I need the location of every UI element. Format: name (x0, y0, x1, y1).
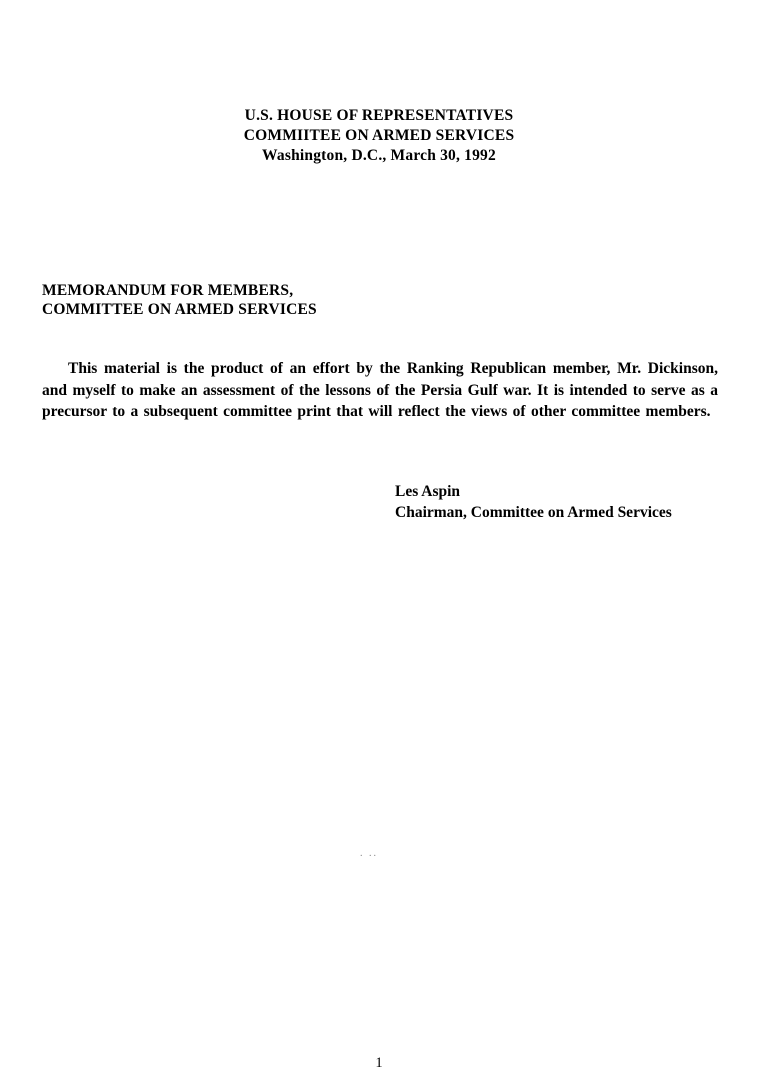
letterhead-organization: U.S. HOUSE OF REPRESENTATIVES (244, 107, 514, 124)
signature-block (395, 481, 672, 523)
scan-artifact: . .. (360, 848, 378, 859)
signature-name: Les Aspin (395, 483, 461, 500)
body-paragraph: This material is the product of an effort by the Ranking Republican member, Mr. Dickinson, and myself to make an assessment of the lessons of the Persia Gulf war. It is intended to serve as a precursor to a subsequent committee print that will reflect the views of other committee members. (42, 360, 718, 420)
memo-heading (42, 281, 317, 319)
document-letterhead (0, 106, 758, 166)
page-number: 1 (375, 1055, 383, 1071)
letterhead-dateline: Washington, D.C., March 30, 1992 (262, 147, 496, 164)
letterhead-committee: COMMIITEE ON ARMED SERVICES (243, 127, 515, 144)
signature-title: Chairman, Committee on Armed Services (395, 504, 672, 521)
memo-heading-line-2: COMMITTEE ON ARMED SERVICES (42, 301, 317, 318)
memo-heading-line-1: MEMORANDUM FOR MEMBERS, (42, 282, 294, 299)
